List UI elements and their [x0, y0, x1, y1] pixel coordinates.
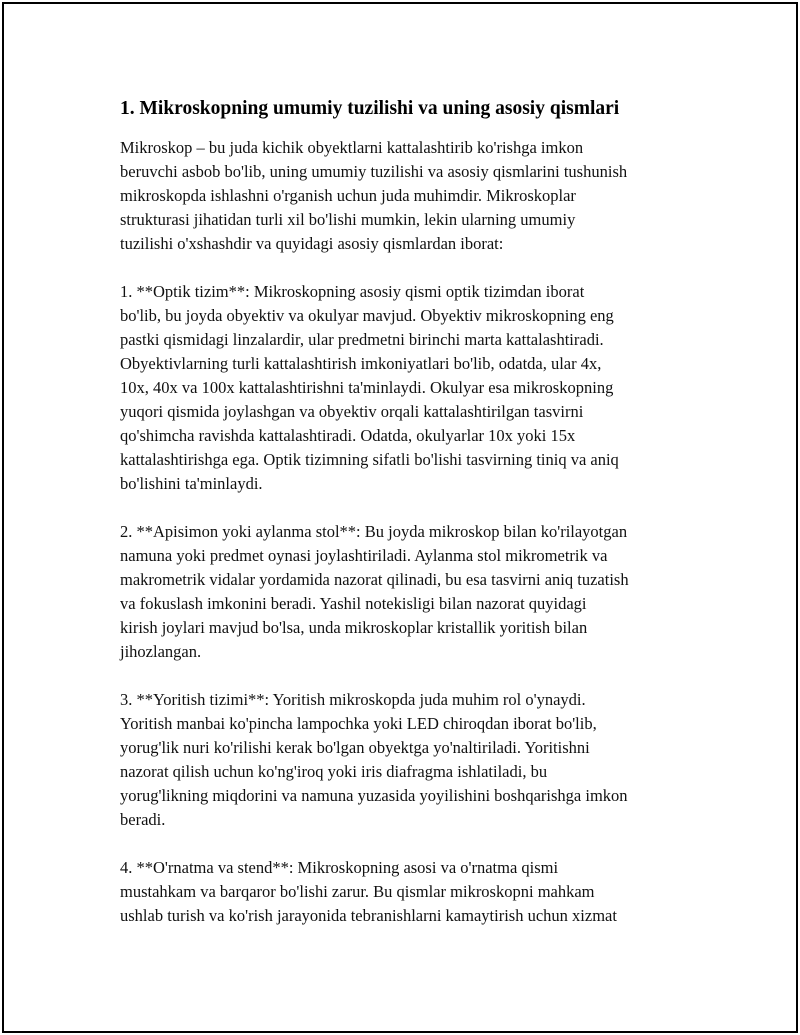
paragraph-spacer [120, 832, 700, 856]
document-page [2, 2, 798, 1033]
section-heading: 1. Mikroskopning umumiy tuzilishi va uning asosiy qismlari [120, 98, 620, 119]
paragraph-spacer [120, 496, 700, 520]
document-body [120, 96, 700, 928]
paragraph-optical-system: 1. **Optik tizim**: Mikroskopning asosiy qismi optik tizimdan iborat bo'lib, bu joyda obyektiv va okulyar mavjud. Obyektiv mikroskopning eng pastki qismidagi linzalardir, ular predmetni birinchi marta kattalashtiradi. Obyektivlarning turli kattalashtirish imkoniyatlari bo'lib, odatda, ular 4x, 10x, 40x va 100x kattalashtirishni ta'minlaydi. Okulyar esa mikroskopning yuqori qismida joylashgan va obyektiv orqali kattalashtirilgan tasvirni qo'shimcha ravishda kattalashtiradi. Odatda, okulyarlar 10x yoki 15x kattalashtirishga ega. Optik tizimning sifatli bo'lishi tasvirning tiniq va aniq bo'lishini ta'minlaydi. [120, 282, 619, 493]
paragraph-illumination: 3. **Yoritish tizimi**: Yoritish mikroskopda juda muhim rol o'ynaydi. Yoritish manbai ko'pincha lampochka yoki LED chiroqdan iborat bo'lib, yorug'lik nuri ko'rilishi kerak bo'lgan obyektga yo'naltiriladi. Yoritishni nazorat qilish uchun ko'ng'iroq yoki iris diafragma ishlatiladi, bu yorug'likning miqdorini va namuna yuzasida yoyilishini boshqarishga imkon beradi. [120, 690, 628, 829]
paragraph-base-stand: 4. **O'rnatma va stend**: Mikroskopning asosi va o'rnatma qismi mustahkam va barqaror bo'lishi zarur. Bu qismlar mikroskopni mahkam ushlab turish va ko'rish jarayonida tebranishlarni kamaytirish uchun xizmat [120, 858, 617, 925]
paragraph-spacer [120, 256, 700, 280]
paragraph-spacer [120, 664, 700, 688]
paragraph-stage: 2. **Apisimon yoki aylanma stol**: Bu joyda mikroskop bilan ko'rilayotgan namuna yoki predmet oynasi joylashtiriladi. Aylanma stol mikrometrik va makrometrik vidalar yordamida nazorat qilinadi, bu esa tasvirni aniq tuzatish va fokuslash imkonini beradi. Yashil notekisligi bilan nazorat quyidagi kirish joylari mavjud bo'lsa, unda mikroskoplar kristallik yoritish bilan jihozlangan. [120, 522, 629, 661]
paragraph-intro: Mikroskop – bu juda kichik obyektlarni kattalashtirib ko'rishga imkon beruvchi asbob bo'lib, uning umumiy tuzilishi va asosiy qismlarini tushunish mikroskopda ishlashni o'rganish uchun juda muhimdir. Mikroskoplar strukturasi jihatidan turli xil bo'lishi mumkin, lekin ularning umumiy tuzilishi o'xshashdir va quyidagi asosiy qismlardan iborat: [120, 138, 628, 253]
